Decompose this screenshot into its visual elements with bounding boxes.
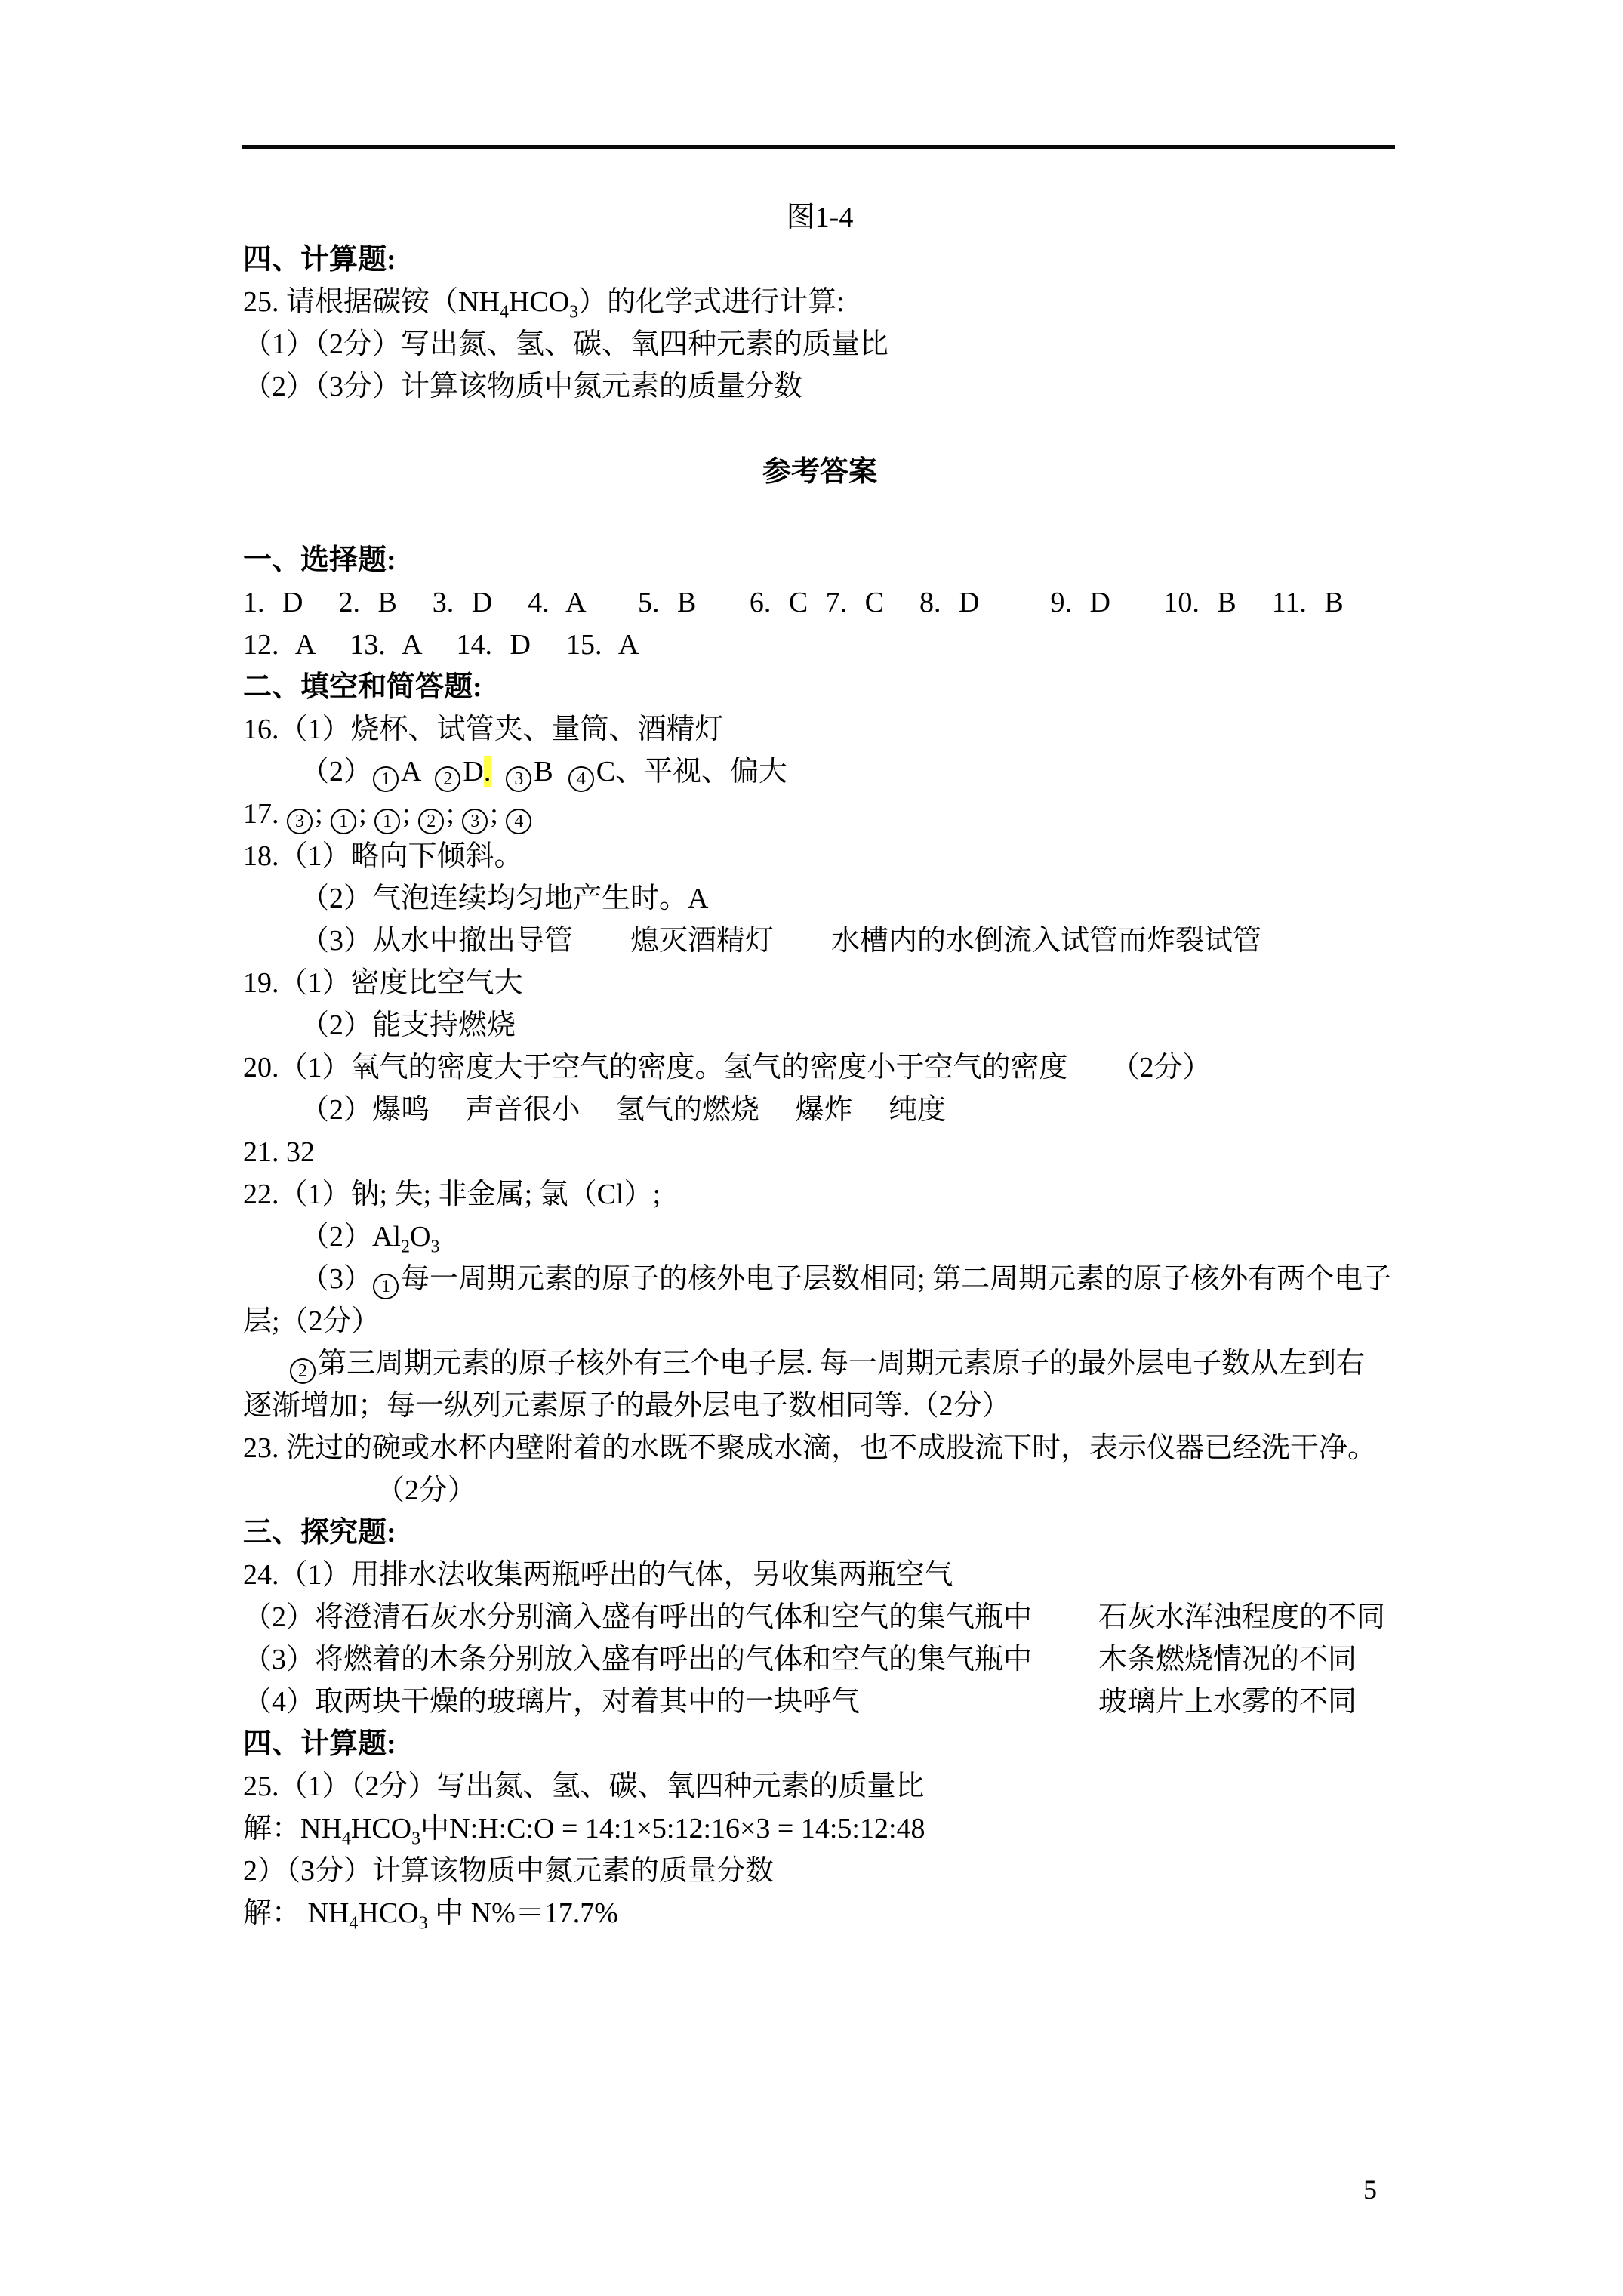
text-segment: 17. [243, 798, 286, 830]
text-segment: ; [315, 798, 331, 830]
text-segment: C、平视、偏大 [596, 756, 788, 787]
text-segment: 三、探究题: [243, 1517, 396, 1549]
answer-line [300, 1216, 1397, 1258]
answer-line [243, 1681, 1397, 1723]
question-line [243, 365, 1397, 408]
answer-line [289, 1342, 1397, 1385]
section-heading [243, 1723, 1397, 1765]
text-segment: ）的化学式进行计算: [578, 286, 845, 318]
circled-number-icon: 2 [290, 1358, 316, 1384]
text-segment: ; [490, 798, 506, 830]
answer-line [300, 1089, 1397, 1131]
header-rule [242, 145, 1395, 149]
circled-number-icon: 1 [373, 1274, 399, 1299]
text-segment: ; [446, 798, 462, 830]
circled-number-icon: 3 [506, 766, 531, 792]
circled-number-icon: 1 [331, 809, 356, 834]
subscript: 3 [418, 1913, 428, 1934]
question-line [243, 323, 1397, 365]
subscript: 4 [349, 1913, 359, 1934]
text-segment: 16.（1）烧杯、试管夹、量筒、酒精灯 [243, 713, 724, 745]
subscript: 3 [569, 302, 579, 322]
answer-line [300, 1004, 1397, 1046]
text-segment: HCO [508, 286, 570, 318]
answer-line [243, 708, 1397, 750]
text-segment: （3） [300, 1263, 373, 1295]
text-segment: 一、选择题: [243, 544, 396, 576]
text-segment: （3）将燃着的木条分别放入盛有呼出的气体和空气的集气瓶中 [243, 1644, 1033, 1675]
text-segment: 1. D 2. B 3. D 4. A 5. B 6. C 7. C 8. D 9. D 10. B 11. B [243, 587, 1344, 618]
section-heading [243, 1512, 1397, 1554]
circled-number-icon: 3 [287, 809, 313, 834]
solution-line [243, 1892, 1397, 1934]
text-segment: D [463, 756, 484, 787]
subscript: 4 [499, 302, 509, 322]
text-segment: （2） [300, 756, 373, 787]
text-segment: 四、计算题: [243, 1728, 396, 1760]
answer-line [376, 1469, 1397, 1512]
text-segment [491, 756, 505, 787]
answer-line [243, 1850, 1397, 1892]
text-segment: HCO [350, 1813, 412, 1845]
section-heading [243, 239, 1397, 281]
answer-row [243, 624, 1397, 666]
text-segment: （2）（3分）计算该物质中氮元素的质量分数 [243, 371, 803, 402]
text-segment: （2）气泡连续均匀地产生时。A [300, 883, 709, 914]
answer-line [243, 1131, 1397, 1173]
circled-number-icon: 1 [374, 809, 400, 834]
text-segment: 25. 请根据碳铵（NH [243, 286, 500, 318]
text-segment: （2）爆鸣 声音很小 氢气的燃烧 爆炸 纯度 [300, 1094, 947, 1126]
answer-line [243, 1765, 1397, 1808]
solution-line [243, 1808, 1397, 1850]
text-segment: （2）将澄清石灰水分别滴入盛有呼出的气体和空气的集气瓶中 [243, 1601, 1033, 1633]
highlighted-text: . [483, 756, 491, 787]
text-segment: 23. 洗过的碗或水杯内壁附着的水既不聚成水滴，也不成股流下时，表示仪器已经洗干净。 [243, 1432, 1377, 1464]
text-segment: 逐渐增加；每一纵列元素原子的最外层电子数相同等.（2分） [243, 1390, 1011, 1422]
text-segment: 12. A 13. A 14. D 15. A [243, 629, 639, 661]
answer-row [243, 581, 1397, 624]
subscript: 3 [411, 1829, 421, 1849]
text-segment: A [401, 756, 435, 787]
section-heading [243, 539, 1397, 581]
subscript: 3 [430, 1237, 440, 1257]
text-segment: 2）（3分）计算该物质中氮元素的质量分数 [243, 1855, 775, 1887]
text-segment: 解： NH [243, 1897, 350, 1929]
answer-line [243, 835, 1397, 877]
answer-line [243, 793, 1397, 835]
circled-number-icon: 4 [568, 766, 594, 792]
answer-line [300, 1258, 1397, 1300]
text-segment: 参考答案 [762, 456, 877, 488]
text-segment: 20.（1）氧气的密度大于空气的密度。氢气的密度小于空气的密度 （2分） [243, 1052, 1212, 1083]
text-segment: 中N:H:C:O = 14:1×5:12:16×3 = 14:5:12:48 [420, 1813, 925, 1845]
question-line [243, 281, 1397, 323]
text-segment: ; [402, 798, 418, 830]
answer-line [243, 1300, 1397, 1342]
text-segment: 二、填空和简答题: [243, 671, 482, 703]
text-segment: HCO [358, 1897, 419, 1929]
text-segment: 中 N%＝17.7% [427, 1897, 618, 1929]
circled-number-icon: 2 [418, 809, 444, 834]
answer-line [243, 1173, 1397, 1216]
text-segment: （2分） [376, 1475, 477, 1506]
observation-note: 玻璃片上水雾的不同 [1098, 1686, 1357, 1718]
page-number: 5 [1363, 2174, 1377, 2205]
figure-caption [243, 196, 1397, 239]
answer-line [243, 962, 1397, 1004]
circled-number-icon: 1 [373, 766, 399, 792]
answer-line [300, 920, 1397, 962]
text-segment: 25.（1）（2分）写出氮、氢、碳、氧四种元素的质量比 [243, 1771, 925, 1802]
circled-number-icon: 3 [462, 809, 488, 834]
text-segment: 第三周期元素的原子核外有三个电子层. 每一周期元素原子的最外层电子数从左到右 [318, 1348, 1366, 1379]
answer-line [300, 877, 1397, 920]
answer-line [243, 1638, 1397, 1681]
text-segment: 图1-4 [786, 202, 854, 233]
text-segment: （2）能支持燃烧 [300, 1009, 516, 1041]
text-segment: O [410, 1221, 431, 1253]
text-segment: B [534, 756, 568, 787]
observation-note: 木条燃烧情况的不同 [1098, 1644, 1357, 1675]
answers-title [243, 451, 1397, 493]
answer-line [243, 1385, 1397, 1427]
text-segment: （2）Al [300, 1221, 402, 1253]
text-segment: 每一周期元素的原子的核外电子层数相同; 第二周期元素的原子核外有两个电子 [401, 1263, 1392, 1295]
text-segment: ; [359, 798, 374, 830]
answer-line [243, 1554, 1397, 1596]
answer-line [243, 1596, 1397, 1638]
subscript: 4 [341, 1829, 351, 1849]
text-segment: 24.（1）用排水法收集两瓶呼出的气体，另收集两瓶空气 [243, 1559, 953, 1591]
text-segment: 22.（1）钠; 失; 非金属; 氯（Cl）; [243, 1179, 661, 1210]
text-segment: （4）取两块干燥的玻璃片，对着其中的一块呼气 [243, 1686, 861, 1718]
text-segment: 18.（1）略向下倾斜。 [243, 840, 523, 872]
text-segment: （1）（2分）写出氮、氢、碳、氧四种元素的质量比 [243, 328, 889, 360]
document-body [243, 196, 1397, 1934]
text-segment: 19.（1）密度比空气大 [243, 967, 523, 999]
text-segment: 解：NH [243, 1813, 342, 1845]
subscript: 2 [401, 1237, 411, 1257]
answer-line [300, 750, 1397, 793]
text-segment: 层;（2分） [243, 1305, 380, 1337]
answer-line [243, 1427, 1397, 1469]
circled-number-icon: 4 [506, 809, 531, 834]
text-segment: 21. 32 [243, 1136, 315, 1168]
text-segment: 四、计算题: [243, 244, 396, 276]
text-segment: （3）从水中撤出导管 熄灭酒精灯 水槽内的水倒流入试管而炸裂试管 [300, 925, 1262, 957]
circled-number-icon: 2 [435, 766, 460, 792]
answer-line [243, 1046, 1397, 1089]
observation-note: 石灰水浑浊程度的不同 [1098, 1601, 1386, 1633]
section-heading [243, 666, 1397, 708]
